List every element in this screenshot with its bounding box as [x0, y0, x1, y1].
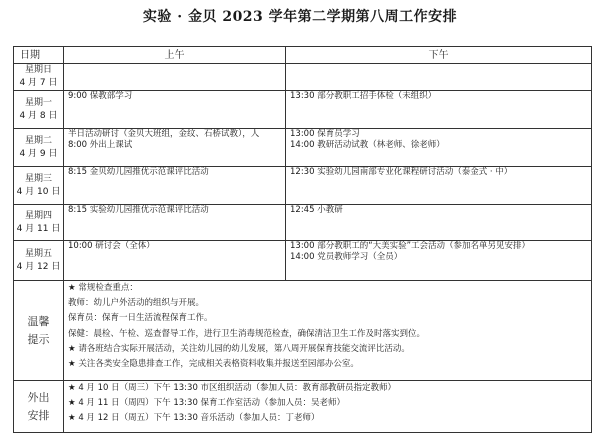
- header-day: 日期: [14, 47, 64, 64]
- morning-cell: [64, 129, 286, 167]
- weekday-label: 星期日: [24, 65, 52, 75]
- morning-item: 9:00 保教部学习: [68, 91, 133, 101]
- morning-item: 8:00 外出上课试: [68, 140, 133, 150]
- reminders-item: 教师：幼儿户外活动的组织与开展。: [68, 298, 205, 309]
- reminders-content: [64, 281, 592, 381]
- day-cell: [14, 129, 64, 167]
- schedule-row: [14, 241, 592, 281]
- day-cell: [14, 167, 64, 205]
- header-row: [14, 47, 592, 64]
- header-morning: 上午: [64, 47, 286, 64]
- weekday-label: 星期三: [24, 173, 52, 184]
- schedule-row: [14, 167, 592, 205]
- morning-item: 8:15 实验幼儿园推优示范课评比活动: [68, 205, 209, 215]
- schedule-table: [13, 46, 592, 433]
- afternoon-item: 14:00 党员教师学习（全员）: [290, 252, 403, 262]
- afternoon-item: 13:00 保育员学习: [290, 129, 360, 139]
- header-afternoon: 下午: [286, 47, 592, 64]
- weekday-label: 星期五: [24, 248, 52, 259]
- afternoon-cell: [286, 91, 592, 129]
- afternoon-cell: [286, 167, 592, 205]
- reminders-label-cell: [14, 281, 64, 381]
- afternoon-item: 13:30 部分教职工招手体检（未组织）: [290, 91, 437, 101]
- afternoon-cell: [286, 64, 592, 91]
- weekday-label: 星期一: [24, 97, 52, 108]
- afternoon-cell: [286, 205, 592, 241]
- date-label: 4 月 10 日: [16, 186, 61, 197]
- afternoon-item: 13:00 部分教职工的“大美实验”工会活动（参加名单另见安排）: [290, 241, 531, 251]
- day-cell: [14, 64, 64, 91]
- morning-item: 10:00 研讨会（全体）: [68, 241, 155, 251]
- day-cell: [14, 91, 64, 129]
- schedule-row: [14, 129, 592, 167]
- schedule-row: [14, 91, 592, 129]
- date-label: 4 月 7 日: [19, 78, 58, 88]
- date-label: 4 月 12 日: [16, 261, 61, 272]
- day-cell: [14, 205, 64, 241]
- outings-label: 外出: [27, 390, 50, 404]
- reminders-row: [14, 281, 592, 381]
- outings-row: [14, 381, 592, 433]
- reminders-item: 保健：晨检、午检、巡查督导工作，进行卫生消毒规范检查，确保清洁卫生工作及时落实到位。: [68, 328, 426, 339]
- date-label: 4 月 9 日: [19, 148, 58, 159]
- outings-label: 安排: [27, 408, 50, 422]
- reminders-label: 提示: [27, 332, 50, 346]
- reminders-item: ★ 关注各类安全隐患排查工作，完成相关表格资料收集并报送至园部办公室。: [68, 359, 359, 370]
- morning-cell: [64, 205, 286, 241]
- day-cell: [14, 241, 64, 281]
- outings-label-cell: [14, 381, 64, 433]
- morning-item: 半日活动研讨（金贝大班组，金纹、石桥试教），人: [68, 129, 260, 139]
- date-label: 4 月 11 日: [16, 223, 61, 234]
- morning-cell: [64, 241, 286, 281]
- morning-cell: [64, 167, 286, 205]
- weekday-label: 星期四: [24, 210, 52, 221]
- weekday-label: 星期二: [24, 135, 52, 146]
- outings-item: ★ 4 月 11 日（周四）下午 13:30 保育工作室活动（参加人员：吴老师）: [68, 398, 346, 409]
- outings-item: ★ 4 月 10 日（周三）下午 13:30 市区组织活动（参加人员：教育部教研员指定教师）: [68, 383, 397, 393]
- reminders-item: ★ 常规检查重点：: [68, 283, 138, 293]
- page-title: 实验 · 金贝 2023 学年第二学期第八周工作安排: [142, 9, 458, 25]
- morning-item: 8:15 金贝幼儿园推优示范课评比活动: [68, 167, 209, 177]
- reminders-item: 保育员：保育一日生活流程保育工作。: [68, 313, 213, 324]
- reminders-label: 温馨: [27, 314, 50, 328]
- afternoon-item: 12:45 小教研: [290, 205, 343, 215]
- afternoon-item: 12:30 实验幼儿园南部专业化课程研讨活动（泰金式 · 中）: [290, 167, 513, 177]
- schedule-row: [14, 205, 592, 241]
- afternoon-item: 14:00 教研活动试教（林老师、徐老师）: [290, 140, 445, 150]
- reminders-item: ★ 请各班结合实际开展活动，关注幼儿园的幼儿发展，第八周开展保育技能交流评比活动。: [68, 343, 410, 354]
- morning-cell: [64, 64, 286, 91]
- afternoon-cell: [286, 129, 592, 167]
- morning-cell: [64, 91, 286, 129]
- date-label: 4 月 8 日: [19, 110, 58, 121]
- afternoon-cell: [286, 241, 592, 281]
- schedule-row: [14, 64, 592, 91]
- outings-content: [64, 381, 592, 433]
- outings-item: ★ 4 月 12 日（周五）下午 13:30 音乐活动（参加人员：丁老师）: [68, 413, 320, 424]
